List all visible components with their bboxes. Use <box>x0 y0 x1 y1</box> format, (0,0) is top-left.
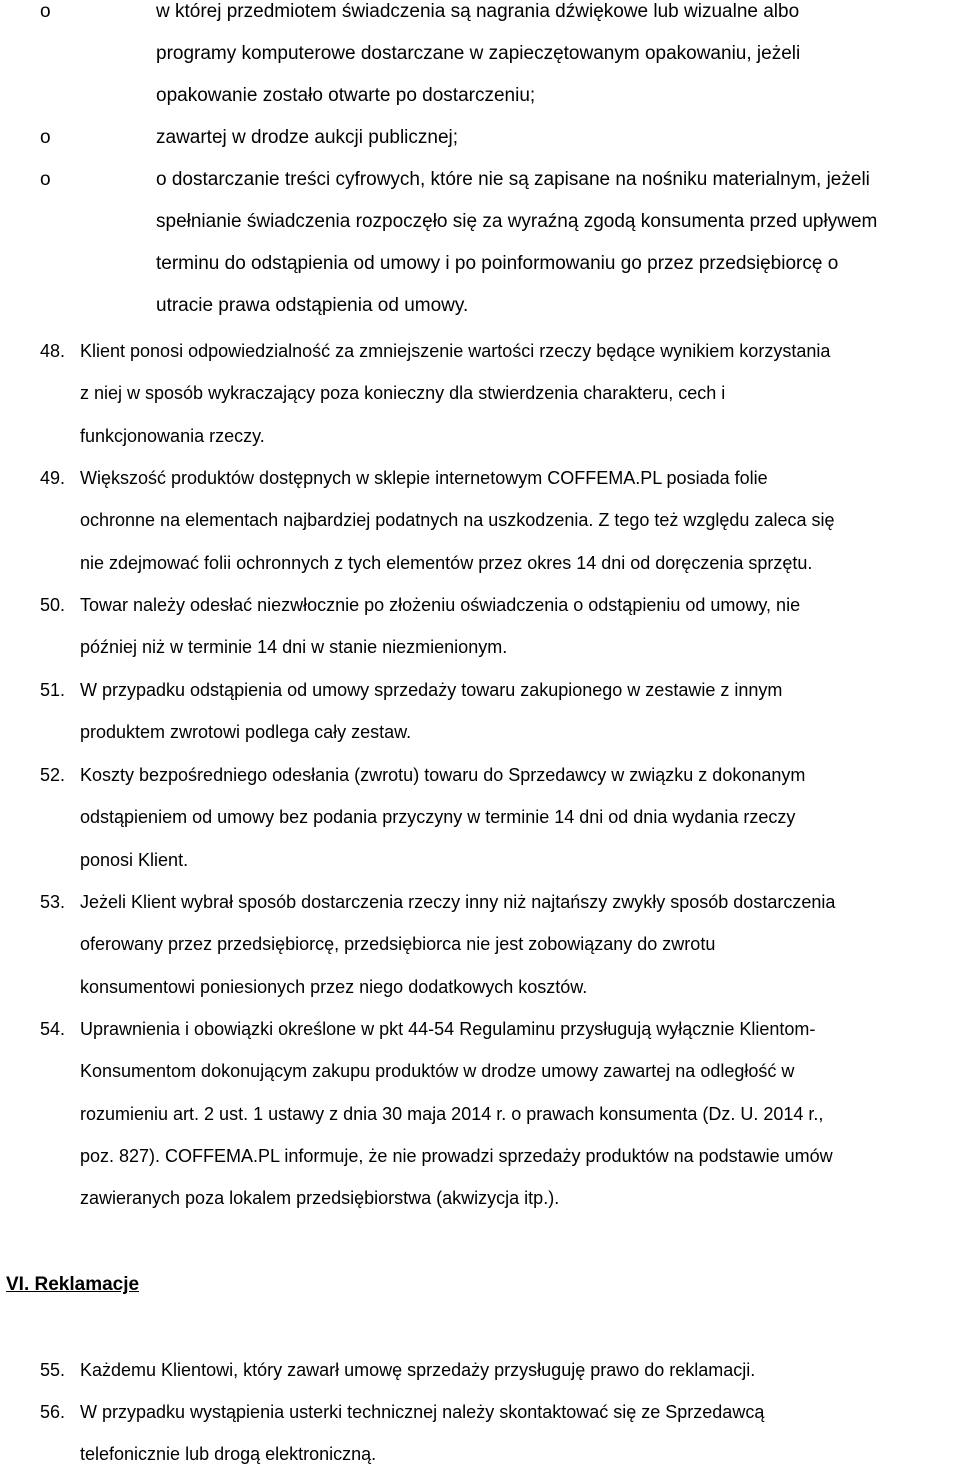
text-line: utracie prawa odstąpienia od umowy. <box>156 295 469 316</box>
item-text <box>80 330 960 457</box>
item-number: 55. <box>40 1360 66 1380</box>
text-line: Uprawnienia i obowiązki określone w pkt 44-54 Regulaminu przysługują wyłącznie Klientom- <box>80 1019 816 1039</box>
item-number: 52. <box>40 765 66 785</box>
item-text <box>80 754 960 881</box>
text-line: Koszty bezpośredniego odesłania (zwrotu) towaru do Sprzedawcy w związku z dokonanym <box>80 765 806 785</box>
item-number: 54. <box>40 1019 66 1039</box>
bullet-marker: o <box>40 127 51 148</box>
item-number: 51. <box>40 680 66 700</box>
text-line: spełnianie świadczenia rozpoczęło się za wyraźną zgodą konsumenta przed upływem <box>156 211 878 232</box>
item-text <box>80 881 960 1008</box>
text-line: później niż w terminie 14 dni w stanie niezmienionym. <box>80 637 508 658</box>
text-line: opakowanie zostało otwarte po dostarczeniu; <box>156 85 536 106</box>
item-text <box>80 669 960 754</box>
text-line: ochronne na elementach najbardziej podatnych na uszkodzenia. Z tego też względu zaleca się <box>80 510 835 531</box>
item-text <box>80 1349 960 1391</box>
text-line: programy komputerowe dostarczane w zapieczętowanym opakowaniu, jeżeli <box>156 43 801 64</box>
text-line: Konsumentom dokonującym zakupu produktów w drodze umowy zawartej na odległość w <box>80 1061 795 1082</box>
section-heading: VI. Reklamacje <box>6 1274 140 1295</box>
text-line: Każdemu Klientowi, który zawarł umowę sprzedaży przysługuję prawo do reklamacji. <box>80 1360 756 1380</box>
text-line: produktem zwrotowi podlega cały zestaw. <box>80 722 412 743</box>
bullet-marker: o <box>40 169 51 190</box>
text-line: rozumieniu art. 2 ust. 1 ustawy z dnia 30 maja 2014 r. o prawach konsumenta (Dz. U. 2014 r., <box>80 1103 824 1124</box>
text-line: poz. 827). COFFEMA.PL informuje, że nie prowadzi sprzedaży produktów na podstawie umów <box>80 1145 833 1166</box>
text-line: zawieranych poza lokalem przedsiębiorstwa (akwizycja itp.). <box>80 1188 560 1209</box>
text-line: o dostarczanie treści cyfrowych, które nie są zapisane na nośniku materialnym, jeżeli <box>156 169 870 190</box>
item-number: 48. <box>40 341 66 361</box>
bullet-marker: o <box>40 1 51 22</box>
text-line: ponosi Klient. <box>80 849 189 870</box>
text-line: W przypadku odstąpienia od umowy sprzedaży towaru zakupionego w zestawie z innym <box>80 680 783 700</box>
item-text <box>80 1391 960 1476</box>
sub-item-text <box>156 159 956 327</box>
text-line: oferowany przez przedsiębiorcę, przedsiębiorca nie jest zobowiązany do zwrotu <box>80 934 716 955</box>
sub-item-text <box>156 117 956 159</box>
text-line: terminu do odstąpienia od umowy i po poinformowaniu go przez przedsiębiorcę o <box>156 253 839 274</box>
text-line: Jeżeli Klient wybrał sposób dostarczenia rzeczy inny niż najtańszy zwykły sposób dostarczenia <box>80 892 836 912</box>
text-line: Klient ponosi odpowiedzialność za zmniejszenie wartości rzeczy będące wynikiem korzystania <box>80 341 831 361</box>
sub-item-text <box>156 0 956 117</box>
item-text <box>80 584 960 669</box>
item-number: 49. <box>40 468 66 488</box>
text-line: odstąpieniem od umowy bez podania przyczyny w terminie 14 dni od dnia wydania rzeczy <box>80 807 796 828</box>
item-number: 50. <box>40 595 66 615</box>
text-line: w której przedmiotem świadczenia są nagrania dźwiękowe lub wizualne albo <box>156 1 800 22</box>
item-number: 56. <box>40 1402 66 1422</box>
text-line: funkcjonowania rzeczy. <box>80 425 265 446</box>
text-line: Większość produktów dostępnych w sklepie internetowym COFFEMA.PL posiada folie <box>80 468 768 488</box>
text-line: nie zdejmować folii ochronnych z tych elementów przez okres 14 dni od doręczenia sprzętu. <box>80 552 813 573</box>
text-line: zawartej w drodze aukcji publicznej; <box>156 127 459 148</box>
item-text <box>80 457 960 584</box>
item-number: 53. <box>40 892 66 912</box>
text-line: telefonicznie lub drogą elektroniczną. <box>80 1444 377 1465</box>
text-line: W przypadku wystąpienia usterki technicznej należy skontaktować się ze Sprzedawcą <box>80 1402 765 1422</box>
text-line: Towar należy odesłać niezwłocznie po złożeniu oświadczenia o odstąpieniu od umowy, nie <box>80 595 801 615</box>
text-line: z niej w sposób wykraczający poza konieczny dla stwierdzenia charakteru, cech i <box>80 383 726 404</box>
item-text <box>80 1008 960 1219</box>
text-line: konsumentowi poniesionych przez niego dodatkowych kosztów. <box>80 976 588 997</box>
